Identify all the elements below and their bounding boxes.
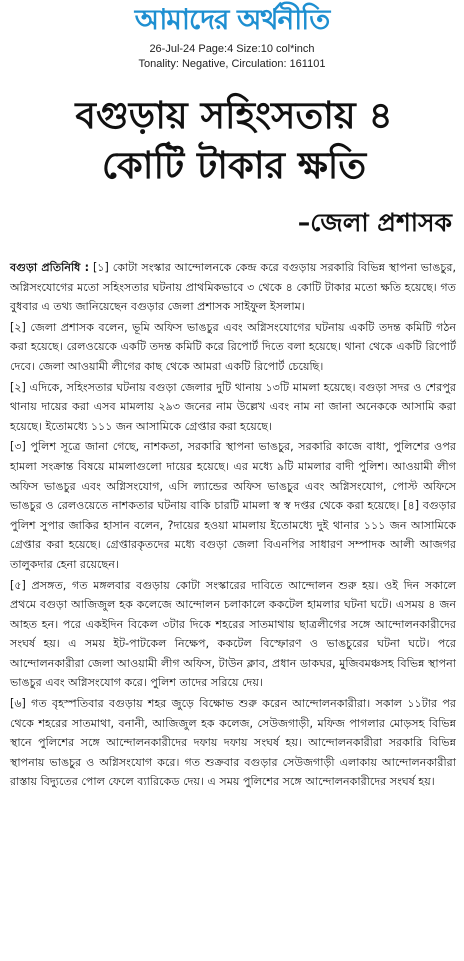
article-paragraph: [২] এদিকে, সহিংসতার ঘটনায় বগুড়া জেলার দুটি থানায় ১৩টি মামলা হয়েছে। বগুড়া সদর ও শেরপুর থানায় দায়ের করা এসব মামলায় ২৯৩ জনের নাম উল্লেখ এবং নাম না জানা অনেককে আসামি করা হয়েছে। ইতোমধ্যে ১১১ জন আসামিকে গ্রেপ্তার করা হয়েছে। [10, 380, 456, 433]
article-paragraph: [৫] প্রসঙ্গত, গত মঙ্গলবার বগুড়ায় কোটা সংস্কারের দাবিতে আন্দোলন শুরু হয়। ওই দিন সকালে প্রথমে বগুড়া আজিজুল হক কলেজে আন্দোলন চলাকালে ককটেল হামলার ঘটনা ঘটে। এসময় ৪ জন আহত হন। পরে একইদিন বিকেল ৩টার দিকে শহরের সাতমাথায় ছাত্রলীগের সঙ্গে আন্দোলনকারীদের সংঘর্ষ হয়। এ সময় ইট-পাটকেল নিক্ষেপ, ককটেল বিস্ফোরণ ও ভাঙচুরের ঘটনা ঘটে। পরে আন্দোলনকারীরা জেলা আওয়ামী লীগ অফিস, টাউন ক্লাব, প্রধান ডাকঘর, মুজিবমঞ্চসহ বিভিন্ন স্থাপনা ভাঙচুর এবং অগ্নিসংযোগ করে। পুলিশ তাদের সরিয়ে দেয়। [10, 578, 456, 690]
lead-dateline: বগুড়া প্রতিনিধি : [10, 261, 90, 274]
article-paragraph: [২] জেলা প্রশাসক বলেন, ভূমি অফিস ভাঙচুর এবং অগ্নিসংযোগের ঘটনায় একটি তদন্ত কমিটি গঠন করা হয়েছে। রেলওয়েকে একটি তদন্ত কমিটি করে রিপোর্ট দিতে বলা হয়েছে। থানা থেকে একটি রিপোর্ট দেবে। জেলা আওয়ামী লীগের কাছ থেকে আমরা একটি রিপোর্ট চেয়েছি। [10, 320, 456, 373]
article-paragraph: [৬] গত বৃহস্পতিবার বগুড়ায় শহর জুড়ে বিক্ষোভ শুরু করেন আন্দোলনকারীরা। সকাল ১১টার পর থেকে শহরের সাতমাথা, বনানী, আজিজুল হক কলেজ, সেউজগাড়ী, মফিজ পাগলার মোড়সহ বিভিন্ন স্থানে পুলিশের সঙ্গে আন্দোলনকারীদের দফায় দফায় সংঘর্ষ হয়। আন্দোলনকারীরা সরকারি বিভিন্ন স্থাপনায় ভাঙচুর ও অগ্নিসংযোগ করে। গত শুক্রবার বগুড়ার সেউজগাড়ী এলাকায় আন্দোলনকারীরা রাস্তায় বিদ্যুতের পোল ফেলে ব্যারিকেড দেয়। এ সময় পুলিশের সঙ্গে আন্দোলনকারীদের সংঘর্ষ হয়। [10, 697, 456, 789]
clip-meta-tonality-circulation: Tonality: Negative, Circulation: 161101 [138, 58, 326, 70]
newspaper-masthead: আমাদের অর্থনীতি [134, 3, 330, 36]
paragraph-text: [১] কোটা সংস্কার আন্দোলনকে কেন্দ্র করে বগুড়ায় সরকারি বিভিন্ন স্থাপনা ভাঙচুর, অগ্নিসংযোগের মতো সহিংসতার ঘটনায় প্রাথমিকভাবে ৩ থেকে ৪ কোটি টাকার মতো ক্ষতি হয়েছে। গত বুধবার এ তথ্য জানিয়েছেন বগুড়ার জেলা প্রশাসক সাইফুল ইসলাম। [10, 261, 456, 314]
article-byline: –জেলা প্রশাসক [297, 208, 452, 237]
article-headline [14, 90, 454, 190]
headline-line-1: বগুড়ায় সহিংসতায় ৪ [75, 93, 393, 137]
article-paragraph: [৩] পুলিশ সূত্রে জানা গেছে, নাশকতা, সরকারি স্থাপনা ভাঙচুর, সরকারি কাজে বাধা, পুলিশের ওপর হামলা সংক্রান্ত বিষয়ে মামলাগুলো দায়ের হয়েছে। এর মধ্যে ৯টি মামলার বাদী পুলিশ। আওয়ামী লীগ অফিস ভাঙচুর এবং অগ্নিসংযোগ, এসি ল্যান্ডের অফিস ভাঙচুর এবং অগ্নিসংযোগ, পোস্ট অফিসে ভাঙচুর ও রেলওয়েতে নাশকতার ঘটনায় বাকি চারটি মামলা স্ব স্ব দপ্তর থেকে করা হয়েছে। [৪] বগুড়ার পুলিশ সুপার জাকির হাসান বলেন, ?দায়ের হওয়া মামলায় ইতোমধ্যে দুই থানার ১১১ জন আসামিকে গ্রেপ্তার করা হয়েছে। গ্রেপ্তারকৃতদের মধ্যে বগুড়া জেলা বিএনপির সাধারণ সম্পাদক আলী আজগর তালুকদার হেনা রয়েছেন। [10, 440, 456, 571]
article-paragraph [10, 258, 456, 317]
article-body [10, 258, 456, 793]
clip-meta-page-size: 26-Jul-24 Page:4 Size:10 col*inch [149, 43, 315, 55]
headline-line-2: কোটি টাকার ক্ষতি [101, 143, 367, 187]
